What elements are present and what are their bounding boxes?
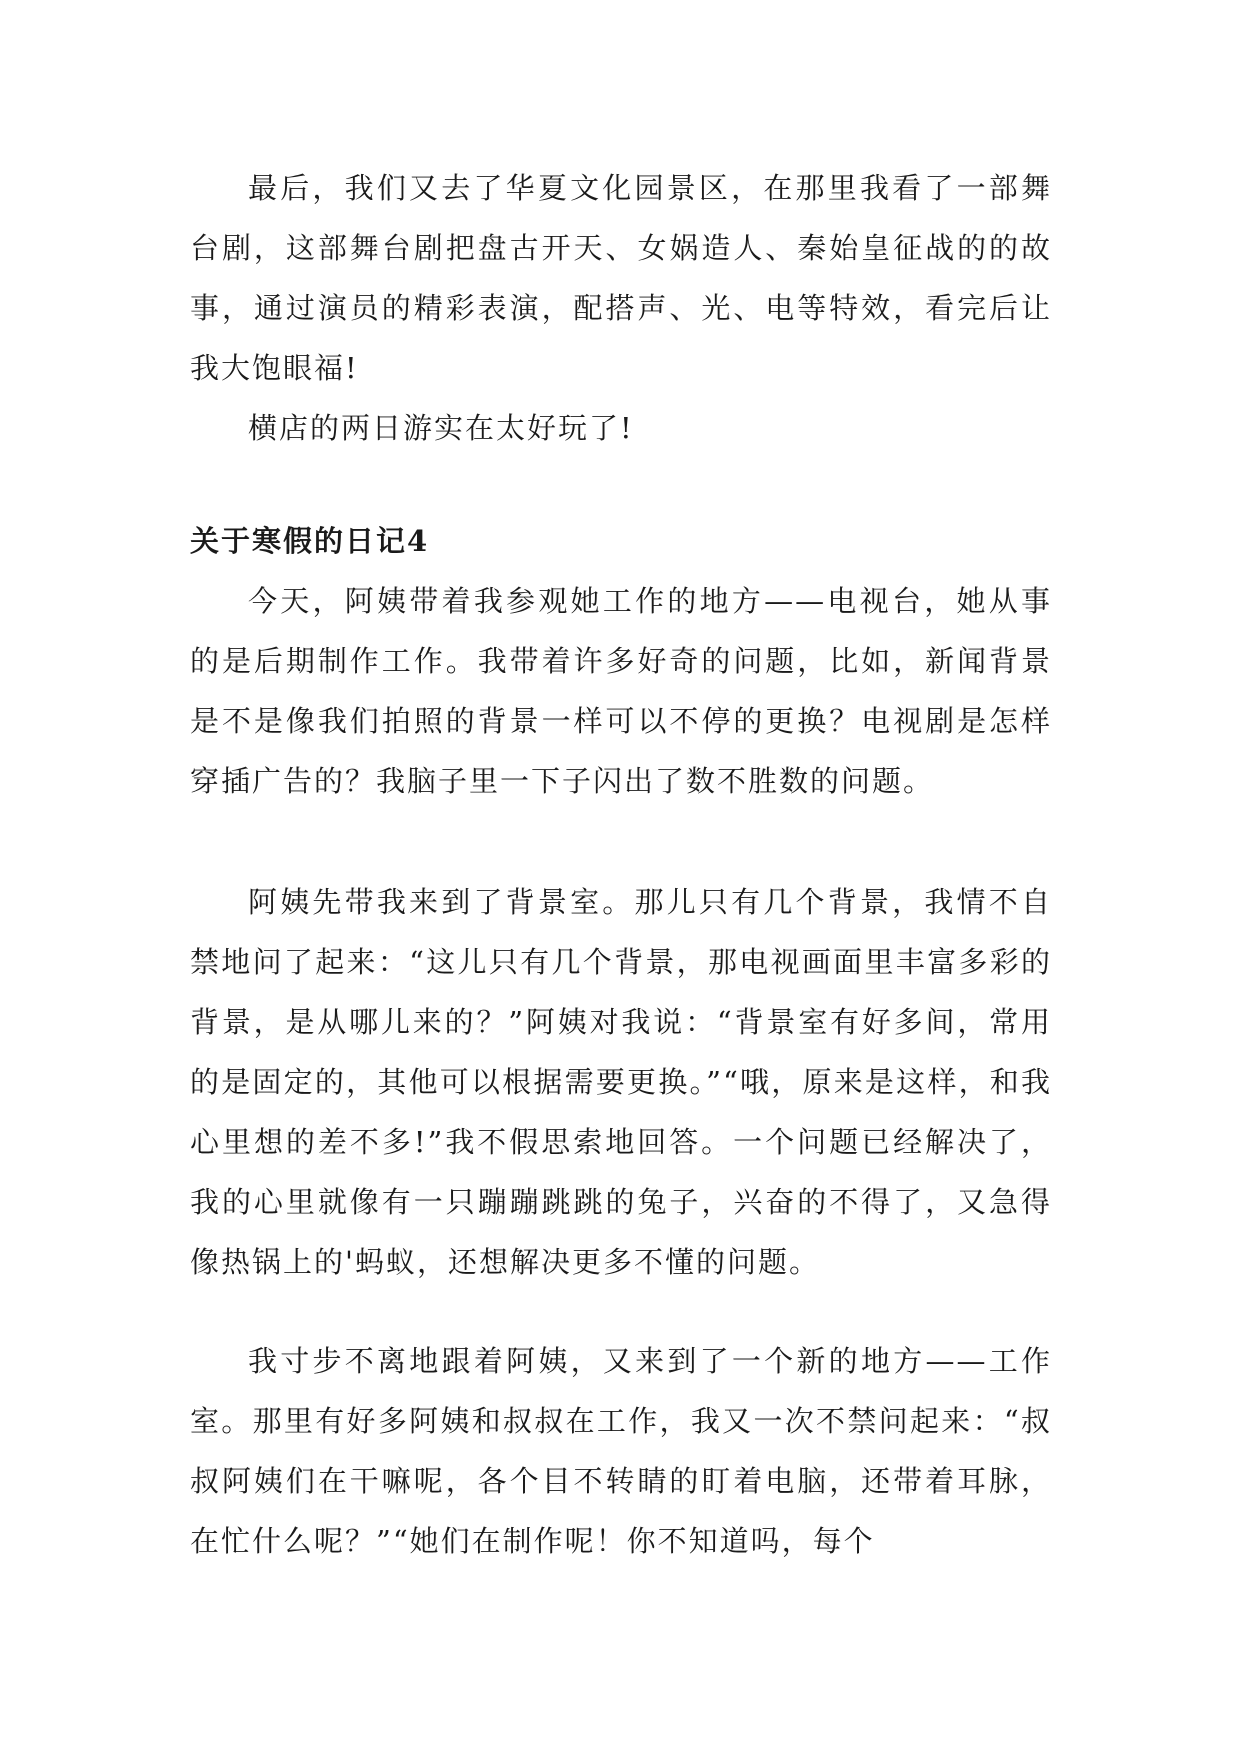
paragraph: 今天，阿姨带着我参观她工作的地方——电视台，她从事的是后期制作工作。我带着许多好奇的问题，比如，新闻背景是不是像我们拍照的背景一样可以不停的更换？电视剧是怎样穿插广告的？我脑子里一下子闪出了数不胜数的问题。 [190, 584, 1052, 798]
paragraph: 我寸步不离地跟着阿姨，又来到了一个新的地方——工作室。那里有好多阿姨和叔叔在工作，我又一次不禁问起来：“叔叔阿姨们在干嘛呢，各个目不转睛的盯着电脑，还带着耳脉，在忙什么呢？”“她们在制作呢！你不知道吗，每个 [190, 1344, 1052, 1558]
paragraph: 阿姨先带我来到了背景室。那儿只有几个背景，我情不自禁地问了起来：“这儿只有几个背景，那电视画面里丰富多彩的背景，是从哪儿来的？”阿姨对我说：“背景室有好多间，常用的是固定的，其他可以根据需要更换。”“哦，原来是这样，和我心里想的差不多!”我不假思索地回答。一个问题已经解决了，我的心里就像有一只蹦蹦跳跳的兔子，兴奋的不得了，又急得像热锅上的'蚂蚁，还想解决更多不懂的问题。 [190, 885, 1052, 1279]
paragraph: 横店的两日游实在太好玩了! [248, 411, 634, 445]
section-title: 关于寒假的日记4 [190, 524, 430, 558]
paragraph: 最后，我们又去了华夏文化园景区，在那里我看了一部舞台剧，这部舞台剧把盘古开天、女娲造人、秦始皇征战的的故事，通过演员的精彩表演，配搭声、光、电等特效，看完后让我大饱眼福! [190, 171, 1052, 385]
